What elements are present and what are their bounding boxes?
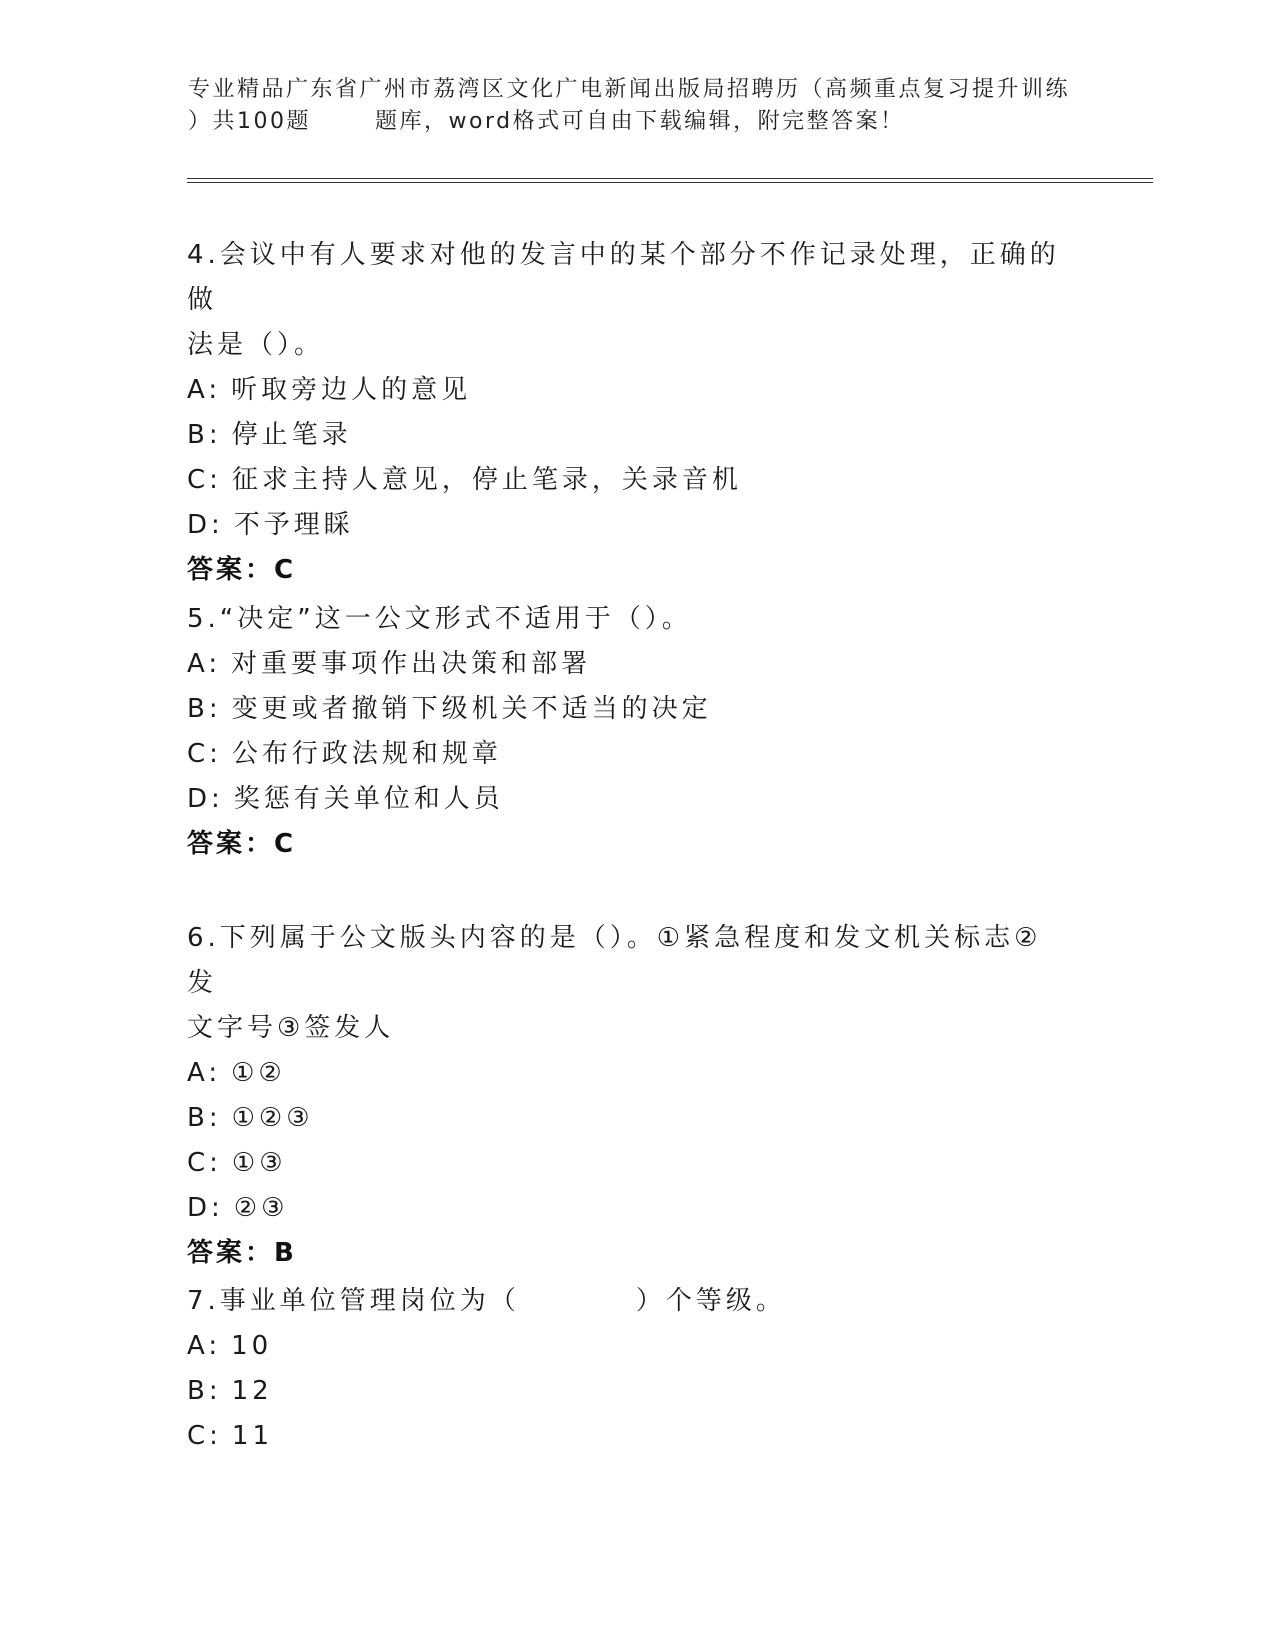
question-stem-line: 法是（）。: [187, 330, 325, 360]
option-b: [187, 687, 1067, 732]
option-letter: B:: [187, 420, 222, 450]
question-stem-start: 7.事业单位管理岗位为（: [187, 1286, 520, 1316]
option-text: 11: [231, 1421, 274, 1451]
option-b: [187, 413, 1067, 458]
option-c: [187, 732, 1067, 777]
option-text: ①②③: [231, 1103, 314, 1133]
option-a: [187, 1051, 1067, 1096]
option-a: [187, 368, 1067, 413]
header-line-2-count: ）共100题: [188, 109, 311, 134]
option-b: [187, 1369, 1067, 1414]
answer-text: 答案：C: [187, 555, 297, 585]
option-letter: C:: [187, 1148, 222, 1178]
question-stem: [187, 916, 1067, 1051]
option-letter: D:: [187, 510, 224, 540]
header-divider-bottom: [187, 182, 1153, 183]
question-stem-line: 6.下列属于公文版头内容的是（）。①紧急程度和发文机关标志②发: [187, 923, 1042, 998]
option-letter: D:: [187, 1193, 224, 1223]
option-a: [187, 1324, 1067, 1369]
question-stem-line: 文字号③签发人: [187, 1013, 395, 1043]
option-letter: D:: [187, 784, 224, 814]
option-letter: B:: [187, 1103, 222, 1133]
option-text: 停止笔录: [231, 420, 352, 450]
question-stem-line: 5.“决定”这一公文形式不适用于（）。: [187, 604, 692, 634]
question-4: [187, 233, 1067, 593]
option-c: [187, 1141, 1067, 1186]
option-letter: A:: [187, 1058, 222, 1088]
option-d: [187, 777, 1067, 822]
header-line-2: [188, 106, 1088, 138]
question-stem: [187, 597, 1067, 642]
option-text: 不予理睬: [233, 510, 354, 540]
header-line-2-desc: 题库，word格式可自由下载编辑，附完整答案！: [375, 109, 905, 134]
option-text: 奖惩有关单位和人员: [233, 784, 504, 814]
option-text: ②③: [233, 1193, 289, 1223]
option-letter: C:: [187, 739, 222, 769]
question-stem: [187, 1279, 1067, 1324]
option-text: 10: [231, 1331, 273, 1361]
option-text: 12: [231, 1376, 273, 1406]
option-a: [187, 642, 1067, 687]
question-6: [187, 916, 1067, 1276]
option-b: [187, 1096, 1067, 1141]
option-letter: C:: [187, 465, 222, 495]
option-text: 变更或者撤销下级机关不适当的决定: [231, 694, 712, 724]
answer-text: 答案：B: [187, 1238, 297, 1268]
option-c: [187, 1414, 1067, 1459]
option-text: ①③: [231, 1148, 287, 1178]
question-stem-line: 4.会议中有人要求对他的发言中的某个部分不作记录处理，正确的做: [187, 240, 1060, 315]
question-stem-end: ）个等级。: [635, 1286, 786, 1316]
option-letter: B:: [187, 694, 222, 724]
option-letter: B:: [187, 1376, 222, 1406]
question-5: [187, 597, 1067, 867]
header-line-1: 专业精品广东省广州市荔湾区文化广电新闻出版局招聘历（高频重点复习提升训练: [188, 77, 1071, 102]
option-text: ①②: [231, 1058, 286, 1088]
option-text: 公布行政法规和规章: [231, 739, 502, 769]
question-7: [187, 1279, 1067, 1459]
option-text: 对重要事项作出决策和部署: [231, 649, 592, 679]
option-d: [187, 503, 1067, 548]
header-divider-top: [187, 178, 1153, 179]
option-d: [187, 1186, 1067, 1231]
option-letter: C:: [187, 1421, 222, 1451]
option-letter: A:: [187, 375, 222, 405]
option-text: 征求主持人意见，停止笔录，关录音机: [231, 465, 742, 495]
option-c: [187, 458, 1067, 503]
question-stem: [187, 233, 1067, 368]
option-letter: A:: [187, 649, 222, 679]
option-letter: A:: [187, 1331, 222, 1361]
document-header: [188, 74, 1088, 138]
option-text: 听取旁边人的意见: [231, 375, 472, 405]
answer-text: 答案：C: [187, 829, 297, 859]
